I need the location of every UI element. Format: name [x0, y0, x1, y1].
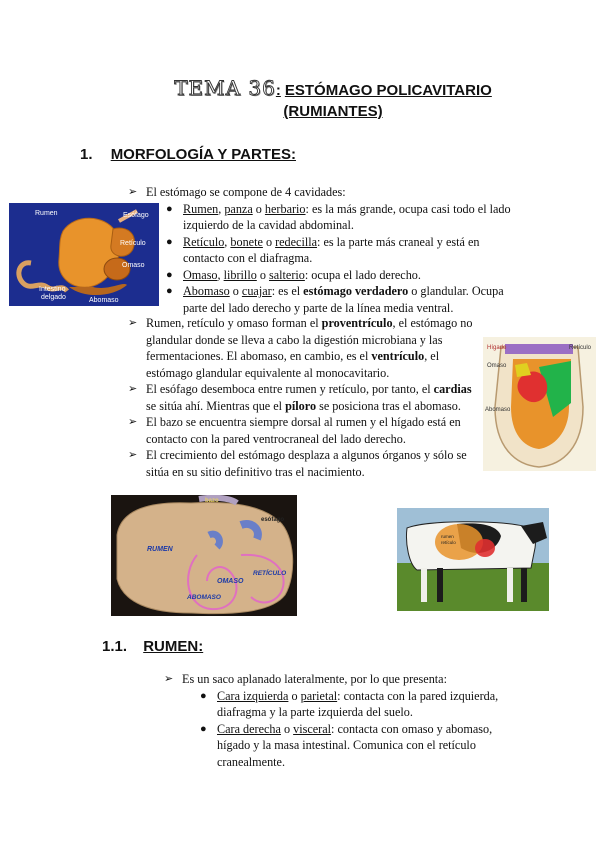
page-title: [148, 76, 518, 121]
dot-bullet-icon: ●: [166, 285, 173, 297]
rumen-block: [164, 671, 524, 770]
fig1-label-intestino2: delgado: [41, 294, 66, 301]
fig3-label-esofago: esófago: [261, 517, 285, 523]
dot-bullet-icon: ●: [166, 268, 173, 281]
title-tema: TEMA 36: [174, 76, 276, 100]
fig1-label-intestino1: Intestino: [39, 286, 66, 293]
title-line2: (RUMIANTES): [283, 103, 383, 120]
cavities-list: [166, 201, 512, 317]
arrow-bullet-icon: ➢: [128, 317, 138, 329]
fig2-label-higado: Hígado: [487, 345, 507, 351]
intro-text: El estómago se compone de 4 cavidades:: [146, 185, 346, 199]
cavity-item: ● Abomaso o cuajar: es el estómago verdadero o glandular. Ocupa parte del lado derecho y parte de la línea media ventral.: [166, 284, 504, 315]
section-number: 1.: [80, 146, 93, 163]
fig1-label-esofago: Esófago: [123, 212, 149, 219]
cow-photo-figure: [397, 508, 549, 611]
dot-bullet-icon: ●: [166, 235, 173, 248]
cavity-item: ● Rumen, panza o herbario: es la más grande, ocupa casi todo el lado izquierdo de la cavidad abdominal.: [166, 201, 511, 232]
point4-text: El bazo se encuentra siempre dorsal al rumen y el hígado está en contacto con la pared ventrocraneal del lado derecho.: [146, 415, 461, 446]
fig3-label-rumen: RUMEN: [147, 546, 173, 553]
rumen-intro-text: Es un saco aplanado lateralmente, por lo que presenta:: [182, 672, 447, 686]
arrow-bullet-icon: ➢: [164, 673, 174, 685]
fig4-label2: retículo: [441, 540, 456, 545]
points-block: [128, 315, 473, 480]
title-colon: :: [275, 82, 281, 99]
fig1-label-omaso: Omaso: [122, 262, 145, 269]
section-heading-1: [80, 146, 296, 163]
fig2-label-omaso: Omaso: [487, 363, 507, 369]
section-label: MORFOLOGÍA Y PARTES:: [110, 146, 296, 163]
fig3-label-abomaso: ABOMASO: [187, 594, 221, 601]
arrow-bullet-icon: ➢: [128, 383, 138, 395]
cavity-item: ● Omaso, librillo o salterio: ocupa el lado derecho.: [166, 267, 421, 282]
fig3-label-bazo: bazo: [205, 498, 219, 504]
cavity-item: ● Retículo, bonete o redecilla: es la parte más craneal y está en contacto con el diafragma.: [166, 234, 480, 265]
fig2-label-reticulo: Retículo: [569, 345, 592, 351]
abdomen-diagram-figure: [483, 337, 596, 471]
dissection-photo-figure: [111, 495, 297, 616]
fig2-label-abomaso: Abomaso: [485, 407, 511, 413]
arrow-bullet-icon: ➢: [128, 416, 138, 428]
title-line1: ESTÓMAGO POLICAVITARIO: [284, 82, 492, 99]
section-label: RUMEN:: [143, 638, 204, 655]
cow-reticulo-overlay: [475, 539, 495, 557]
list-item: ➢ Rumen, retículo y omaso forman el proventrículo, el estómago no glandular donde se lleva a cabo la digestión microbiana y las fermentaciones. El abomaso, en cambio, es el ventrículo, el estómago glandular equivalente al monocavitario.: [128, 316, 473, 380]
section-number: 1.1.: [102, 638, 128, 655]
face-item: ● Cara izquierda o parietal: contacta con la pared izquierda, diafragma y la parte izquierda del suelo.: [200, 688, 499, 719]
fig1-label-reticulo: Retículo: [120, 240, 146, 247]
fig1-label-rumen: Rumen: [35, 210, 58, 217]
dot-bullet-icon: ●: [200, 689, 207, 702]
list-item: [128, 184, 512, 201]
fig3-label-reticulo: RETÍCULO: [253, 570, 287, 577]
list-item: [128, 447, 473, 480]
list-item: ➢ El esófago desemboca entre rumen y retículo, por tanto, el cardias se sitúa ahí. Mientras que el píloro se posiciona tras el abomaso.: [128, 382, 472, 413]
fig4-label1: rumen: [441, 534, 454, 539]
list-item: [128, 414, 473, 447]
cavities-block: [128, 184, 512, 316]
fig1-label-abomaso: Abomaso: [89, 297, 119, 304]
section-heading-1-1: [102, 638, 203, 655]
list-item: [164, 671, 524, 688]
arrow-bullet-icon: ➢: [128, 186, 138, 198]
rumen-faces-list: [200, 688, 524, 771]
dot-bullet-icon: ●: [200, 722, 207, 735]
fig3-label-omaso: OMASO: [217, 578, 244, 585]
arrow-bullet-icon: ➢: [128, 449, 138, 461]
point5-text: El crecimiento del estómago desplaza a algunos órganos y sólo se sitúa en su sitio definitivo tras el nacimiento.: [146, 448, 467, 479]
face-item: ● Cara derecha o visceral: contacta con omaso y abomaso, hígado y la masa intestinal. Comunica con el retículo cranealmente.: [200, 721, 493, 769]
dot-bullet-icon: ●: [166, 202, 173, 215]
